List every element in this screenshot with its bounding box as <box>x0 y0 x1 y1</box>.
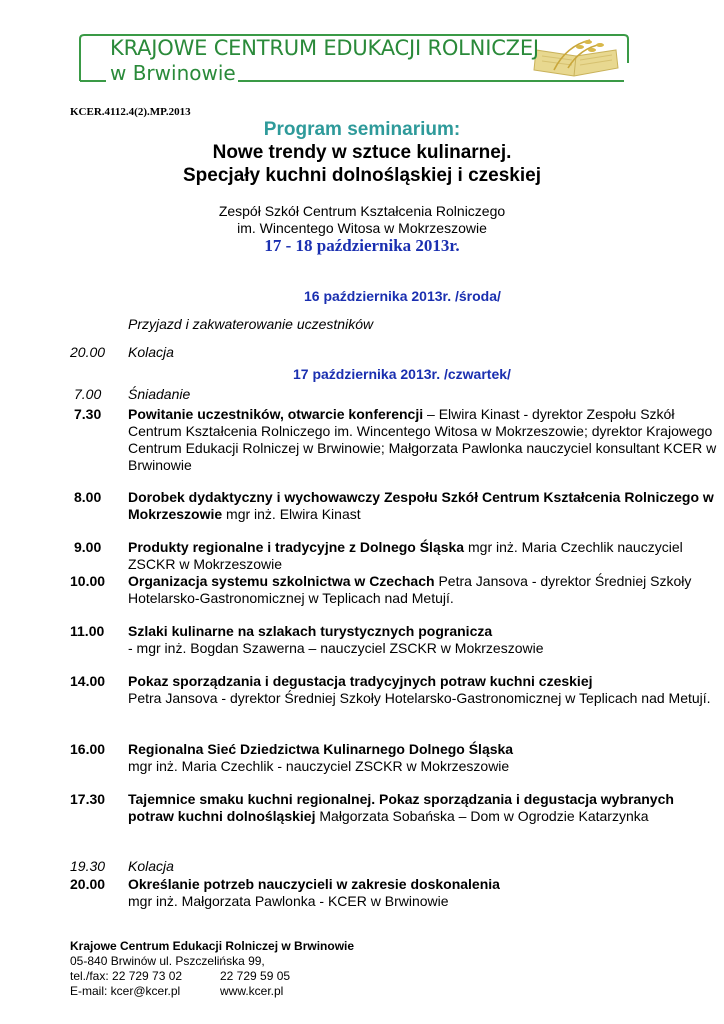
item-title: Tajemnice smaku kuchni regionalnej. Pokaz sporządzania i degustacja wybranych potraw kuchni dolnośląskiej <box>128 791 674 824</box>
document-reference: KCER.4112.4(2).MP.2013 <box>70 106 191 118</box>
footer-tel: tel./fax: 22 729 73 02 <box>70 969 183 983</box>
item-time: 16.00 <box>70 741 106 757</box>
venue-line1: Zespół Szkół Centrum Kształcenia Rolniczego <box>218 203 506 219</box>
day1-header: 16 października 2013r. /środa/ <box>304 288 501 304</box>
item-title: Szlaki kulinarne na szlakach turystycznych pogranicza <box>128 623 493 639</box>
org-name-line2: w Brwinowie <box>110 61 236 85</box>
seminar-dates: 17 - 18 października 2013r. <box>264 236 460 255</box>
footer-tel2: 22 729 59 05 <box>220 969 291 983</box>
item-time: 19.30 <box>70 858 106 874</box>
seminar-topic-line1: Nowe trendy w sztuce kulinarnej. <box>212 142 512 163</box>
item-title: Powitanie uczestników, otwarcie konferencji <box>128 406 424 422</box>
item-time: 11.00 <box>70 623 105 639</box>
footer-www: www.kcer.pl <box>220 984 284 998</box>
day2-header: 17 października 2013r. /czwartek/ <box>293 366 511 382</box>
footer-address: 05-840 Brwinów ul. Pszczelińska 99, <box>70 954 265 968</box>
book-wheat-logo-icon <box>528 36 624 80</box>
footer-email: E-mail: kcer@kcer.pl <box>70 984 181 998</box>
item-time: 9.00 <box>74 539 102 555</box>
item-speaker: Małgorzata Sobańska – Dom w Ogrodzie Katarzynka <box>315 808 649 824</box>
item-speaker: mgr inż. Elwira Kinast <box>222 506 361 522</box>
seminar-topic-line2: Specjały kuchni dolnośląskiej i czeskiej <box>183 165 541 186</box>
program-title: Program seminarium: <box>263 119 461 140</box>
item-speaker: mgr inż. Małgorzata Pawlonka - KCER w Brwinowie <box>128 893 449 909</box>
item-title: Organizacja systemu szkolnictwa w Czechach <box>128 573 435 589</box>
item-speaker: mgr inż. Maria Czechlik nauczyciel ZSCKR w Mokrzeszowie <box>128 539 683 572</box>
org-name-line1: KRAJOWE CENTRUM EDUKACJI ROLNICZEJ <box>110 36 539 60</box>
item-time: 7.30 <box>74 406 102 422</box>
item-title: Regionalna Sieć Dziedzictwa Kulinarnego Dolnego Śląska <box>128 741 514 757</box>
item-title: Określanie potrzeb nauczycieli w zakresie doskonalenia <box>128 876 500 892</box>
item-speaker: mgr inż. Maria Czechlik - nauczyciel ZSCKR w Mokrzeszowie <box>128 758 510 774</box>
venue-line2: im. Wincentego Witosa w Mokrzeszowie <box>237 220 487 236</box>
item-text: Śniadanie <box>128 386 191 402</box>
item-speaker: - mgr inż. Bogdan Szawerna – nauczyciel ZSCKR w Mokrzeszowie <box>128 640 544 656</box>
item-time: 20.00 <box>70 876 106 892</box>
item-time: 17.30 <box>70 791 106 807</box>
item-title: Pokaz sporządzania i degustacja tradycyjnych potraw kuchni czeskiej <box>128 673 593 689</box>
item-time: 10.00 <box>70 573 106 589</box>
item-speaker: Petra Jansova - dyrektor Średniej Szkoły Hotelarsko-Gastronomicznej w Teplicach nad Metují. <box>128 690 711 706</box>
footer-org-name: Krajowe Centrum Edukacji Rolniczej w Brwinowie <box>70 939 355 953</box>
item-title: Dorobek dydaktyczny i wychowawczy Zespołu Szkół Centrum Kształcenia Rolniczego w Mokrzeszowie <box>128 489 714 522</box>
item-text: Kolacja <box>128 344 174 360</box>
item-title: Produkty regionalne i tradycyjne z Dolnego Śląska <box>128 539 465 555</box>
footer <box>70 939 354 999</box>
item-speaker: Petra Jansova - dyrektor Średniej Szkoły Hotelarsko-Gastronomicznej w Teplicach nad Metují. <box>128 573 692 606</box>
item-time: 7.00 <box>74 386 102 402</box>
item-text: Przyjazd i zakwaterowanie uczestników <box>128 316 374 332</box>
item-time: 20.00 <box>70 344 106 360</box>
item-time: 8.00 <box>74 489 102 505</box>
item-time: 14.00 <box>70 673 106 689</box>
item-text: Kolacja <box>128 858 174 874</box>
item-speaker: – Elwira Kinast - dyrektor Zespołu Szkół Centrum Kształcenia Rolniczego im. Wincentego Witosa w Mokrzeszowie; dyrektor Krajowego Centrum Edukacji Rolniczej w Brwinowie; Małgorzata Pawlonka nauczyciel konsultant KCER w Brwinowie <box>128 406 717 473</box>
